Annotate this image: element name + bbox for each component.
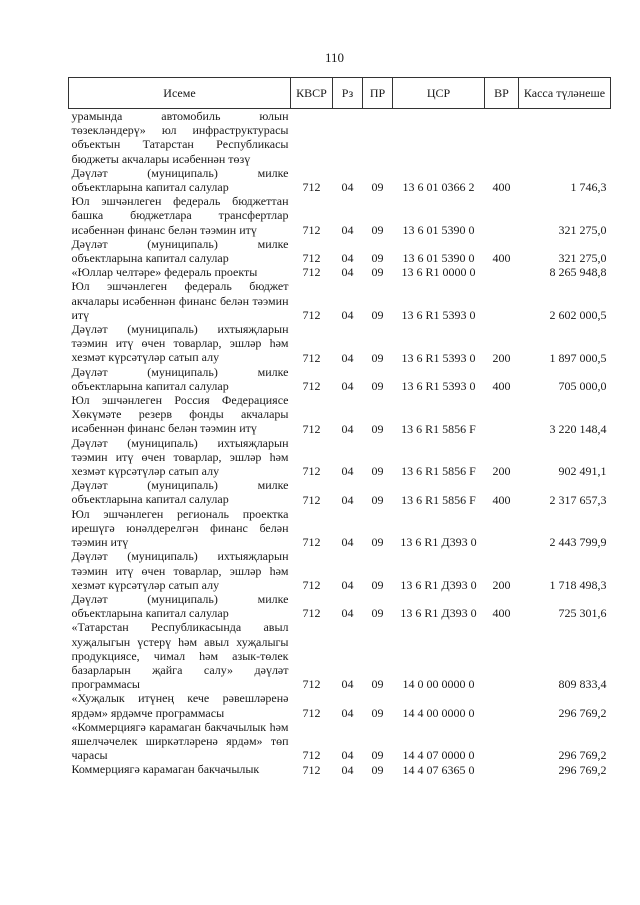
cell-csr: 13 6 R1 5393 0 [401, 350, 476, 365]
cell-kvsr: 712 [302, 464, 321, 479]
table-row [69, 592, 611, 620]
cell-vr [485, 620, 519, 691]
cell-name: Дәүләт (муниципаль) ихтыяҗларын тәэмин итү өчен товарлар, эшләр һәм хезмәт күрсәтүләр сатып алу [71, 549, 289, 592]
cell-rz: 04 [341, 606, 354, 621]
cell-kvsr: 712 [302, 577, 321, 592]
cell-name: урамында автомобиль юлын төзекләндерү» юл инфраструктурасы объектын Татарстан Республикасы бюджеты акчалары исәбеннән төзү [71, 109, 289, 166]
cell-pr: 09 [371, 762, 384, 777]
cell-pr: 09 [371, 606, 384, 621]
cell-csr: 13 6 R1 5856 F [401, 464, 476, 479]
cell-pr [363, 109, 393, 166]
cell-vr: 400 [492, 379, 511, 394]
table-row [69, 720, 611, 763]
header-csr: ЦСР [393, 78, 485, 109]
table-row [69, 393, 611, 436]
cell-pr: 09 [371, 350, 384, 365]
cell-amount: 321 275,0 [558, 251, 607, 266]
table-row [69, 365, 611, 393]
cell-name: Дәүләт (муниципаль) милке объектларына капитал салулар [71, 591, 289, 621]
cell-amount: 296 769,2 [558, 762, 607, 777]
cell-kvsr: 712 [302, 421, 321, 436]
cell-rz: 04 [341, 535, 354, 550]
table-row [69, 166, 611, 194]
cell-csr: 13 6 01 5390 0 [402, 222, 475, 237]
cell-rz: 04 [341, 251, 354, 266]
cell-amount: 2 443 799,9 [549, 535, 607, 550]
cell-name: Дәүләт (муниципаль) милке объектларына капитал салулар [71, 364, 289, 393]
cell-kvsr [291, 109, 333, 166]
cell-rz: 04 [341, 464, 354, 479]
cell-kvsr: 712 [302, 222, 321, 237]
cell-amount: 1 746,3 [570, 180, 607, 195]
cell-rz: 04 [341, 421, 354, 436]
cell-amount: 705 000,0 [558, 379, 607, 394]
cell-vr [485, 109, 519, 166]
cell-csr [393, 109, 485, 166]
table-row [69, 507, 611, 550]
cell-vr [485, 194, 519, 237]
table-row [69, 691, 611, 719]
cell-name: «Коммерциягә карамаган бакчачылык һәм яшелчәчелек ширкәтләренә ярдәм» төп чарасы [71, 719, 289, 763]
cell-rz [333, 109, 363, 166]
cell-csr: 13 6 R1 Д393 0 [400, 535, 477, 550]
header-amount: Касса түләнеше [519, 78, 611, 109]
cell-pr: 09 [371, 251, 384, 266]
cell-pr: 09 [371, 577, 384, 592]
cell-vr: 400 [492, 606, 511, 621]
cell-amount: 1 718 498,3 [549, 577, 607, 592]
cell-rz: 04 [341, 180, 354, 195]
cell-rz: 04 [341, 705, 354, 720]
cell-vr [485, 762, 519, 776]
cell-kvsr: 712 [302, 379, 321, 394]
cell-kvsr: 712 [302, 265, 321, 280]
cell-csr: 13 6 R1 Д393 0 [400, 577, 477, 592]
cell-name: Дәүләт (муниципаль) милке объектларына капитал салулар [71, 165, 289, 195]
table-row [69, 237, 611, 265]
cell-amount: 902 491,1 [558, 464, 607, 479]
cell-amount: 296 769,2 [558, 705, 607, 720]
cell-csr: 13 6 R1 5856 F [401, 492, 476, 507]
cell-rz: 04 [341, 748, 354, 763]
cell-kvsr: 712 [302, 606, 321, 621]
table-row [69, 322, 611, 365]
table-row [69, 620, 611, 691]
cell-vr [485, 691, 519, 719]
cell-amount: 1 897 000,5 [549, 350, 607, 365]
header-vr: ВР [485, 78, 519, 109]
cell-vr: 200 [492, 577, 511, 592]
cell-vr: 400 [492, 180, 511, 195]
cell-vr: 200 [492, 350, 511, 365]
cell-kvsr: 712 [302, 677, 321, 692]
cell-pr: 09 [371, 748, 384, 763]
cell-pr: 09 [371, 492, 384, 507]
cell-rz: 04 [341, 492, 354, 507]
cell-amount: 8 265 948,8 [549, 265, 607, 280]
cell-rz: 04 [341, 265, 354, 280]
cell-vr: 400 [492, 492, 511, 507]
cell-csr: 13 6 01 5390 0 [402, 251, 475, 266]
cell-amount: 809 833,4 [558, 677, 607, 692]
cell-csr: 14 4 07 6365 0 [402, 762, 475, 777]
cell-name: Юл эшчәнлеген федераль бюджет акчалары исәбеннән финанс белән тәэмин итү [71, 279, 289, 322]
cell-kvsr: 712 [302, 350, 321, 365]
cell-csr: 13 6 R1 5856 F [401, 421, 476, 436]
cell-kvsr: 712 [302, 308, 321, 323]
cell-amount: 725 301,6 [558, 606, 607, 621]
table-row [69, 549, 611, 592]
table-row [69, 109, 611, 166]
cell-amount [519, 109, 611, 166]
page-number: 110 [325, 50, 345, 65]
header-pr: ПР [363, 78, 393, 109]
cell-csr: 13 6 R1 5393 0 [401, 308, 476, 323]
cell-name: Юл эшчәнлеген федераль бюджеттан башка бюджетлара трансфертлар исәбеннән финанс белән тәэмин итү [71, 194, 289, 237]
cell-rz: 04 [341, 222, 354, 237]
cell-rz: 04 [341, 762, 354, 777]
cell-name: «Хуҗалык итүнең кече рәвешләренә ярдәм» ярдәмче программасы [71, 691, 289, 720]
cell-csr: 14 4 00 0000 0 [402, 705, 475, 720]
cell-vr [485, 393, 519, 436]
cell-csr: 14 0 00 0000 0 [402, 677, 475, 692]
cell-csr: 13 6 R1 Д393 0 [400, 606, 477, 621]
cell-kvsr: 712 [302, 705, 321, 720]
cell-rz: 04 [341, 677, 354, 692]
cell-amount: 296 769,2 [558, 748, 607, 763]
cell-pr: 09 [371, 379, 384, 394]
cell-rz: 04 [341, 350, 354, 365]
cell-amount: 3 220 148,4 [549, 421, 607, 436]
cell-kvsr: 712 [302, 251, 321, 266]
cell-kvsr: 712 [302, 535, 321, 550]
table-row [69, 436, 611, 479]
cell-name: Юл эшчәнлеген Россия Федерациясе Хөкүмәте резерв фонды акчалары исәбеннән финанс белән тәэмин итү [71, 393, 289, 436]
header-rz: Рз [333, 78, 363, 109]
cell-vr [485, 279, 519, 322]
cell-vr: 200 [492, 464, 511, 479]
cell-pr: 09 [371, 265, 384, 280]
header-kvsr: КВСР [291, 78, 333, 109]
table-header-row [69, 78, 611, 109]
cell-kvsr: 712 [302, 180, 321, 195]
cell-kvsr: 712 [302, 762, 321, 777]
table-row [69, 265, 611, 279]
cell-name: «Татарстан Республикасында авыл хуҗалыгын үстерү һәм авыл хуҗалыгы продукциясе, чимал һәм азык-төлек базарларын җайга салу» дәүләт программасы [71, 620, 289, 692]
cell-pr: 09 [371, 677, 384, 692]
cell-pr: 09 [371, 180, 384, 195]
table-row [69, 762, 611, 776]
cell-pr: 09 [371, 705, 384, 720]
cell-vr [485, 507, 519, 550]
cell-amount: 2 317 657,3 [549, 492, 607, 507]
header-name: Исеме [69, 78, 291, 109]
cell-vr [485, 265, 519, 279]
cell-vr [485, 720, 519, 763]
cell-pr: 09 [371, 535, 384, 550]
cell-name: Дәүләт (муниципаль) милке объектларына капитал салулар [71, 478, 289, 507]
cell-kvsr: 712 [302, 748, 321, 763]
cell-pr: 09 [371, 222, 384, 237]
table-row [69, 279, 611, 322]
budget-table [68, 77, 611, 777]
cell-amount: 2 602 000,5 [549, 308, 607, 323]
cell-pr: 09 [371, 421, 384, 436]
cell-csr: 13 6 R1 5393 0 [401, 379, 476, 394]
cell-rz: 04 [341, 577, 354, 592]
cell-csr: 14 4 07 0000 0 [402, 748, 475, 763]
cell-name: «Юллар челтәре» федераль проекты [71, 265, 258, 280]
cell-kvsr: 712 [302, 492, 321, 507]
cell-name: Дәүләт (муниципаль) ихтыяҗларын тәэмин итү өчен товарлар, эшләр һәм хезмәт күрсәтүләр сатып алу [71, 322, 289, 365]
cell-csr: 13 6 01 0366 2 [402, 180, 475, 195]
cell-amount: 321 275,0 [558, 222, 607, 237]
cell-pr: 09 [371, 464, 384, 479]
cell-vr: 400 [492, 251, 511, 266]
cell-rz: 04 [341, 379, 354, 394]
cell-csr: 13 6 R1 0000 0 [401, 265, 476, 280]
cell-name: Дәүләт (муниципаль) ихтыяҗларын тәэмин итү өчен товарлар, эшләр һәм хезмәт күрсәтүләр сатып алу [71, 435, 289, 479]
cell-name: Юл эшчәнлеген региональ проектка ирешүгә юнәлдерелгән финанс белән тәэмин итү [71, 506, 289, 550]
cell-name: Коммерциягә карамаган бакчачылык [71, 762, 260, 777]
table-row [69, 478, 611, 506]
cell-name: Дәүләт (муниципаль) милке объектларына капитал салулар [71, 236, 289, 266]
table-row [69, 194, 611, 237]
cell-rz: 04 [341, 308, 354, 323]
cell-pr: 09 [371, 308, 384, 323]
